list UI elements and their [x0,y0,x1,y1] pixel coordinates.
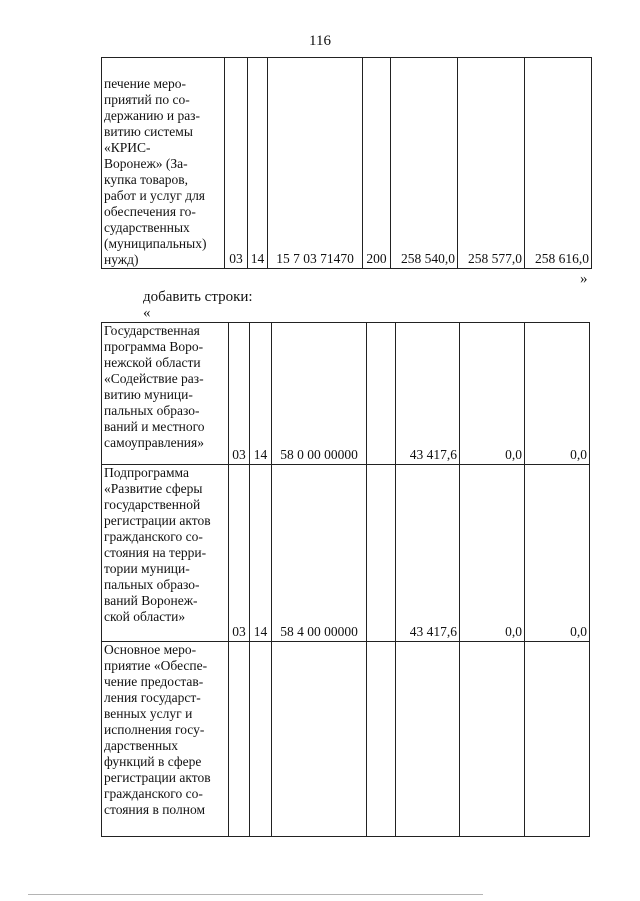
subsection-code-cell: 14 [248,58,268,269]
expense-type-cell [367,323,396,465]
subsection-code-cell: 14 [250,465,272,642]
expense-type-cell [367,465,396,642]
amount-year2-cell: 0,0 [460,323,525,465]
target-article-cell: 58 0 00 00000 [272,323,367,465]
closing-quote: » [580,271,588,287]
row-name-cell: печение меро- приятий по со- держанию и раз- витию системы «КРИС- Воронеж» (За- купка товаров, работ и услуг для обеспечения го- сударственных (муниципальных) нужд) [102,58,225,269]
budget-table-top [101,57,592,269]
expense-type-cell [367,642,396,837]
row-name-cell: Основное меро- приятие «Обеспе- чение предостав- ления государст- венных услуг и исполнения госу- дарственных функций в сфере регистрации актов гражданского со- стояния в полном [102,642,229,837]
amount-year1-cell: 258 540,0 [391,58,458,269]
target-article-cell: 58 4 00 00000 [272,465,367,642]
amount-year2-cell [460,642,525,837]
amount-year2-cell: 258 577,0 [458,58,525,269]
add-rows-instruction: добавить строки: [143,289,253,305]
amount-year1-cell: 43 417,6 [396,323,460,465]
amount-year3-cell: 258 616,0 [525,58,592,269]
amount-year3-cell [525,642,590,837]
table-row [102,642,590,837]
table-row [102,323,590,465]
amount-year2-cell: 0,0 [460,465,525,642]
subsection-code-cell: 14 [250,323,272,465]
subsection-code-cell [250,642,272,837]
amount-year3-cell: 0,0 [525,465,590,642]
target-article-cell [272,642,367,837]
section-code-cell [229,642,250,837]
amount-year1-cell: 43 417,6 [396,465,460,642]
table-row [102,465,590,642]
section-code-cell: 03 [229,465,250,642]
row-name-cell: Государственная программа Воро- нежской области «Содействие раз- витию муници- пальных образо- ваний и местного самоуправления» [102,323,229,465]
amount-year1-cell [396,642,460,837]
budget-table-bottom [101,322,590,837]
page-number: 116 [309,33,331,49]
amount-year3-cell: 0,0 [525,323,590,465]
target-article-cell: 15 7 03 71470 [268,58,363,269]
table-row [102,58,592,269]
section-code-cell: 03 [229,323,250,465]
opening-quote: « [143,305,151,321]
page-bottom-rule [28,894,483,895]
section-code-cell: 03 [225,58,248,269]
row-name-cell: Подпрограмма «Развитие сферы государственной регистрации актов гражданского со- стояния на терри- тории муници- пальных образо- ваний Воронеж- ской области» [102,465,229,642]
expense-type-cell: 200 [363,58,391,269]
